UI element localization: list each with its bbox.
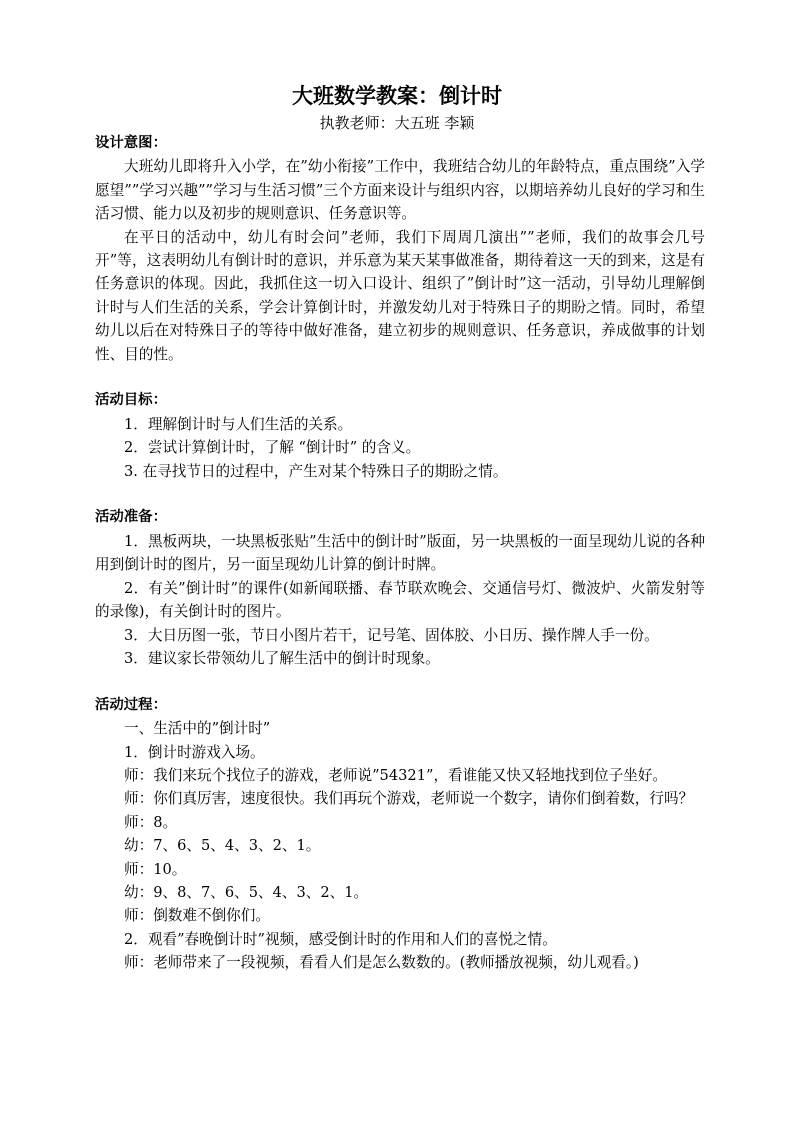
section-heading-goals: 活动目标： xyxy=(95,392,167,409)
teacher-line: 执教老师：大五班 李颖 xyxy=(319,114,475,132)
document-title: 大班数学教案：倒计时 xyxy=(292,84,502,108)
process-line: 师：我们来玩个找位子的游戏，老师说”54321”，看谁能又快又轻地找到位子坐好。 xyxy=(124,766,667,784)
paragraph-spacer xyxy=(95,366,705,389)
goal-item: 3. 在寻找节日的过程中，产生对某个特殊日子的期盼之情。 xyxy=(124,462,508,480)
prep-item: 3．大日历图一张，节日小图片若干，记号笔、固体胶、小日历、操作牌人手一份。 xyxy=(124,626,659,644)
process-line: 2．观看”春晚倒计时”视频，感受倒计时的作用和人们的喜悦之情。 xyxy=(124,930,557,948)
goal-item: 2．尝试计算倒计时，了解 “倒计时” 的含义。 xyxy=(124,439,421,457)
paragraph-spacer xyxy=(95,670,705,693)
process-line: 幼：7、6、5、4、3、2、1。 xyxy=(124,837,321,855)
process-line: 师：8。 xyxy=(124,813,178,831)
prep-item: 1．黑板两块，一块黑板张贴”生活中的倒计时”版面，另一块黑板的一面呈现幼儿说的各种用到倒计时的图片，另一面呈现幼儿计算的倒计时牌。 xyxy=(95,532,705,574)
process-line: 师：你们真厉害，速度很快。我们再玩个游戏，老师说一个数字，请你们倒着数，行吗？ xyxy=(124,790,694,808)
intent-paragraph: 大班幼儿即将升入小学，在”幼小衔接”工作中，我班结合幼儿的年龄特点，重点围绕”入学愿望””学习兴趣””学习与生活习惯”三个方面来设计与组织内容，以期培养幼儿良好的学习和生活习惯、能力以及初步的规则意识、任务意识等。 xyxy=(95,158,705,223)
process-line: 幼：9、8、7、6、5、4、3、2、1。 xyxy=(124,883,369,901)
section-heading-prep: 活动准备： xyxy=(95,509,167,526)
process-line: 师：老师带来了一段视频，看看人们是怎么数数的。(教师播放视频，幼儿观看。) xyxy=(124,954,639,972)
intent-paragraph: 在平日的活动中，幼儿有时会问”老师，我们下周周几演出””老师，我们的故事会几号开”等，这表明幼儿有倒计时的意识，并乐意为某天某事做准备，期待着这一天的到来，这是有任务意识的体现。因此，我抓住这一切入口设计、组织了”倒计时”这一活动，引导幼儿理解倒计时与人们生活的关系，学会计算倒计时，并激发幼儿对于特殊日子的期盼之情。同时，希望幼儿以后在对特殊日子的等待中做好准备，建立初步的规则意识、任务意识，养成做事的计划性、目的性。 xyxy=(95,228,705,363)
process-line: 一、生活中的”倒计时” xyxy=(124,720,271,738)
process-line: 1．倒计时游戏入场。 xyxy=(124,743,265,761)
prep-item: 2．有关”倒计时”的课件(如新闻联播、春节联欢晚会、交通信号灯、微波炉、火箭发射等的录像)，有关倒计时的图片。 xyxy=(95,579,705,621)
section-heading-intent: 设计意图： xyxy=(95,135,167,151)
prep-item: 3．建议家长带领幼儿了解生活中的倒计时现象。 xyxy=(124,649,440,667)
section-heading-process: 活动过程： xyxy=(95,696,167,713)
document-body xyxy=(95,132,705,975)
process-line: 师：倒数难不倒你们。 xyxy=(124,907,270,925)
paragraph-spacer xyxy=(95,483,705,506)
goal-item: 1．理解倒计时与人们生活的关系。 xyxy=(124,415,353,433)
process-line: 师：10。 xyxy=(124,860,187,878)
